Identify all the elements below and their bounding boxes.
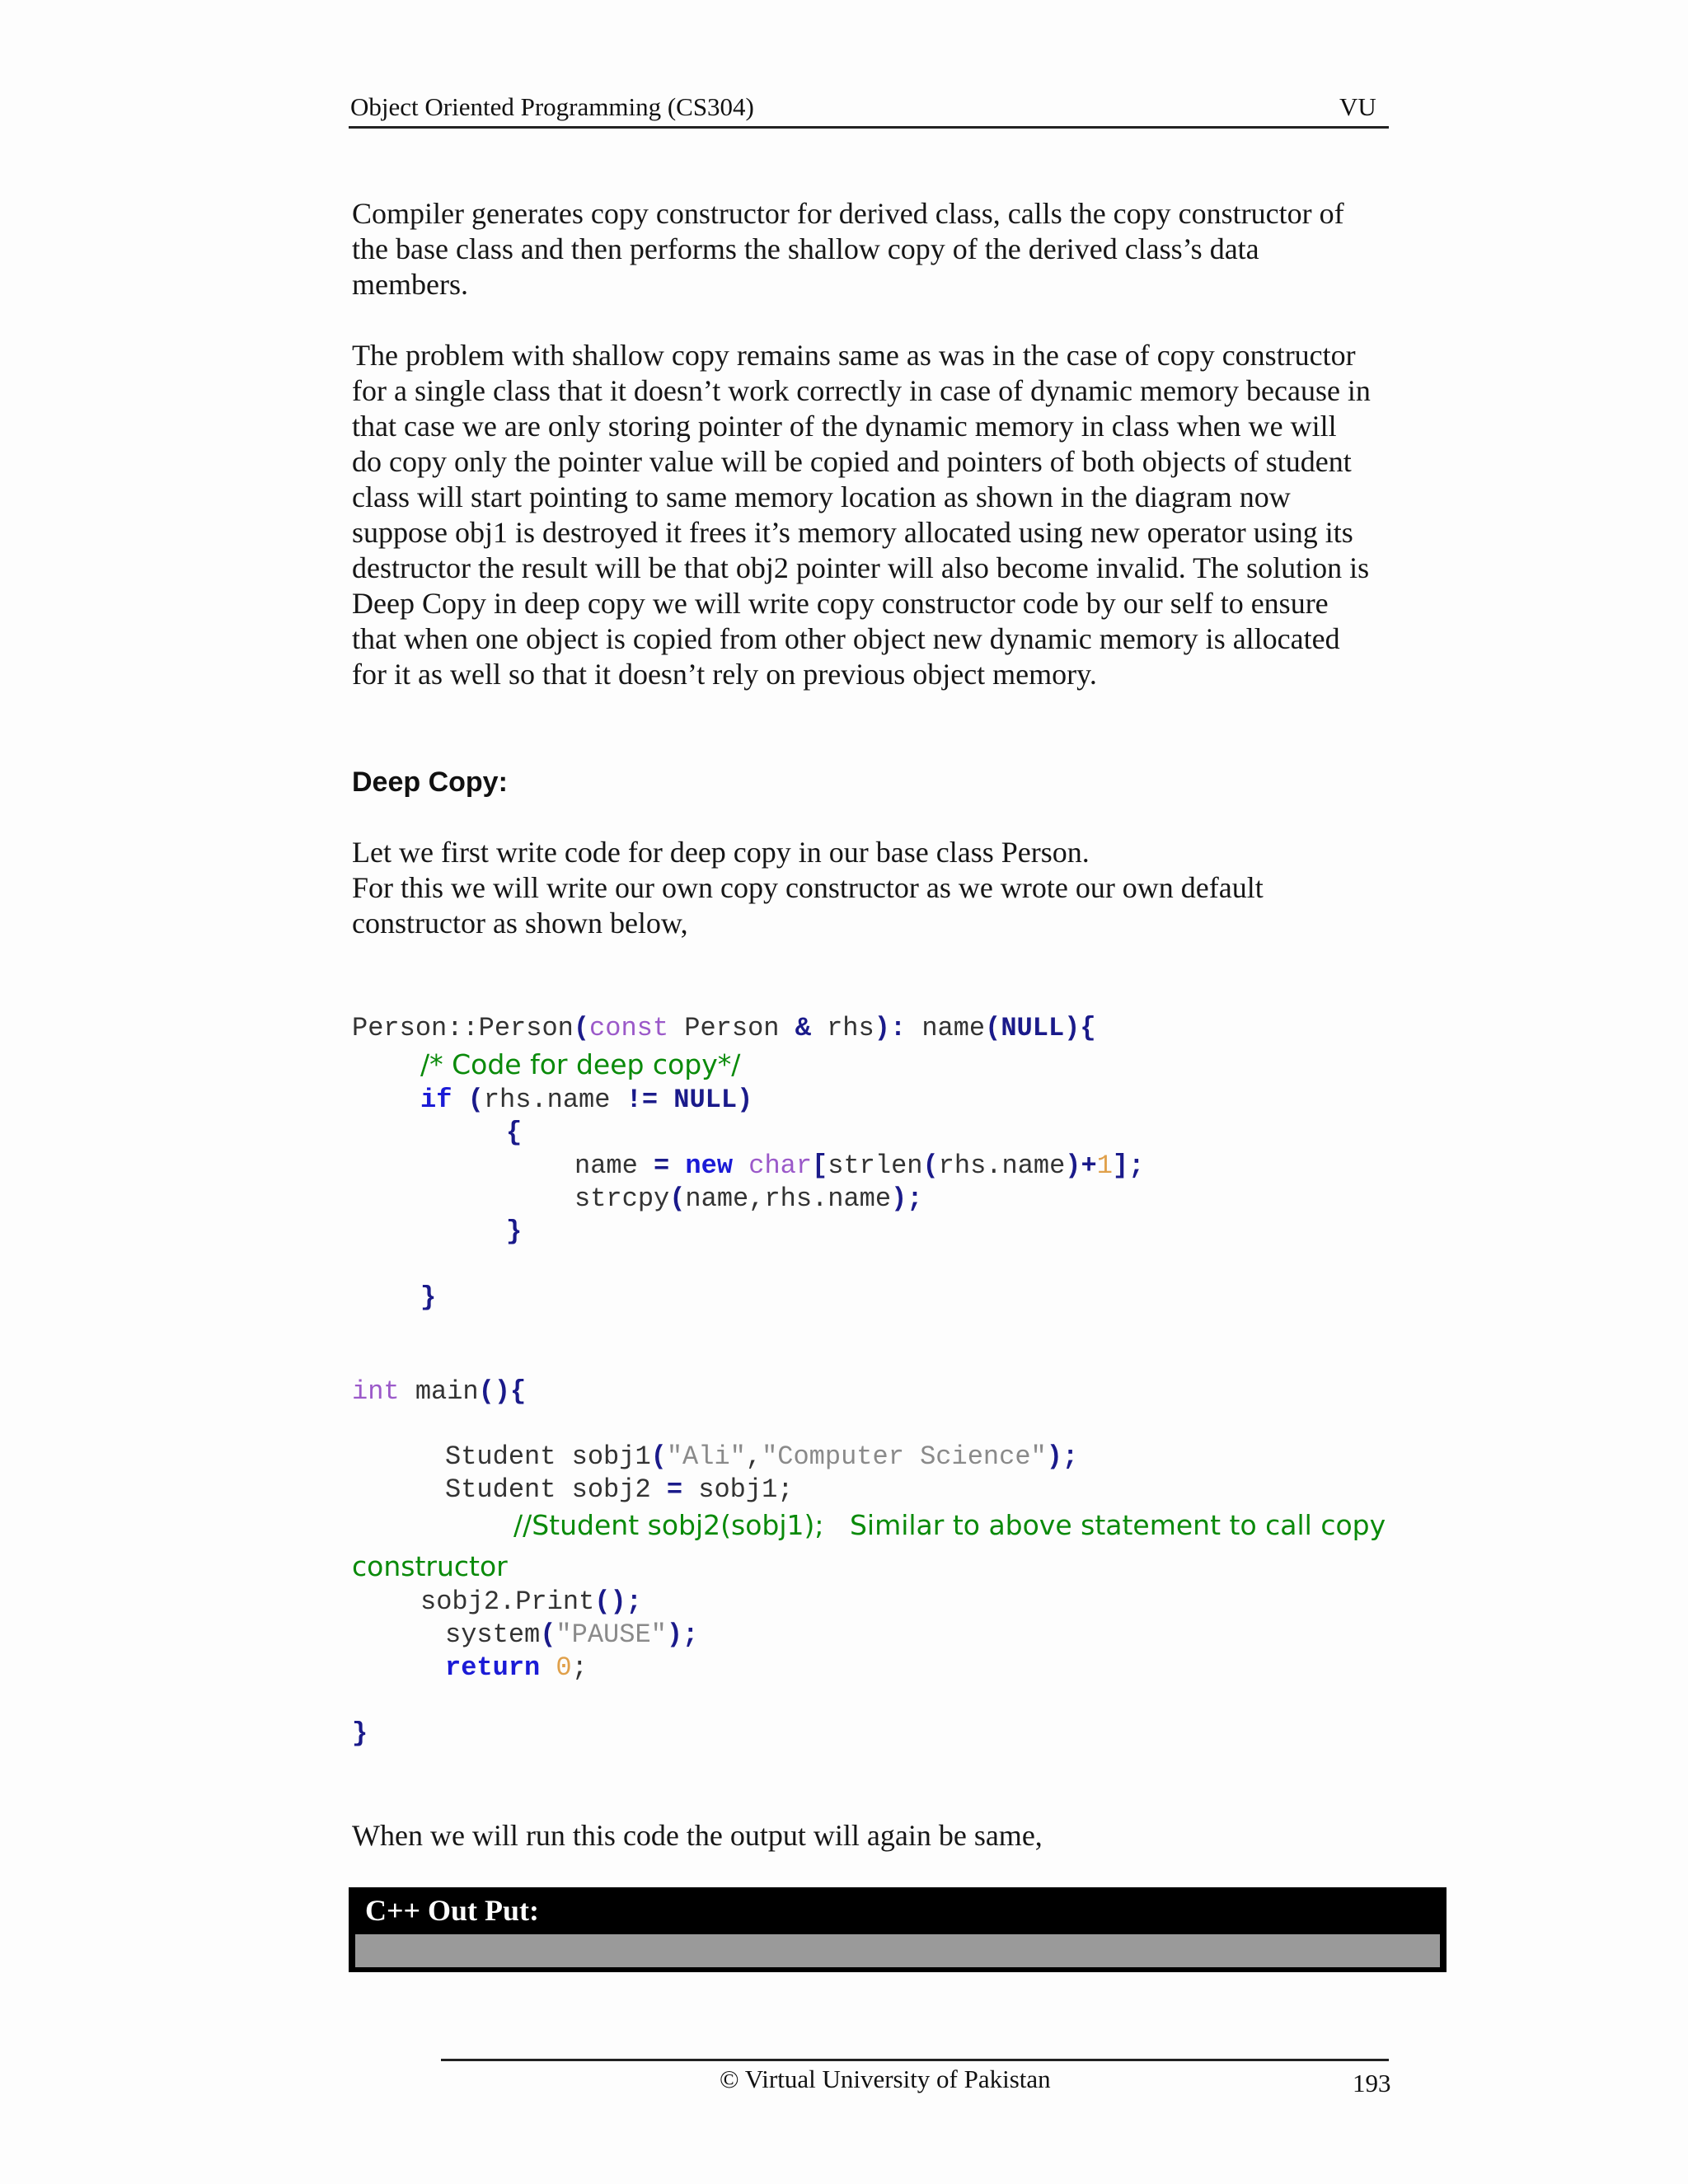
code-token: const <box>589 1013 669 1043</box>
code-token: ); <box>1046 1441 1079 1472</box>
text-line: For this we will write our own copy constructor as we wrote our own default <box>352 871 1264 904</box>
code-token: if <box>420 1085 452 1115</box>
text-line: Compiler generates copy constructor for derived class, calls the copy constructor of <box>352 197 1344 230</box>
text-line: for it as well so that it doesn’t rely on previous object memory. <box>352 658 1097 691</box>
code-line <box>506 1216 522 1247</box>
code-line <box>574 1151 1144 1181</box>
code-line <box>445 1652 588 1683</box>
output-box-title: C++ Out Put: <box>365 1894 540 1927</box>
code-comment: /* Code for deep copy*/ <box>420 1048 741 1080</box>
code-token <box>733 1151 748 1181</box>
paragraph-output-note <box>352 1818 1448 1854</box>
text-line: The problem with shallow copy remains same as was in the case of copy constructor <box>352 339 1356 372</box>
code-token: name <box>574 1151 654 1181</box>
code-line <box>574 1183 922 1214</box>
code-line <box>506 1118 522 1148</box>
code-token: 0 <box>556 1652 572 1683</box>
code-token: { <box>506 1118 523 1148</box>
code-token: rhs <box>810 1013 874 1043</box>
page-header-vu: VU <box>1339 92 1376 121</box>
code-token: system <box>445 1619 541 1650</box>
code-line <box>420 1085 753 1115</box>
footer-copyright: © Virtual University of Pakistan <box>720 2064 1051 2093</box>
code-token: Person::Person <box>352 1013 574 1043</box>
code-token: (){ <box>478 1376 527 1407</box>
code-token: return <box>445 1652 541 1683</box>
text-line: do copy only the pointer value will be copied and pointers of both objects of student <box>352 445 1352 478</box>
page-number: 193 <box>1353 2069 1391 2097</box>
code-token <box>452 1085 467 1115</box>
header-rule <box>349 126 1389 129</box>
code-token: Student sobj2 <box>445 1474 667 1505</box>
code-token: 1 <box>1096 1151 1113 1181</box>
code-token: = <box>666 1474 683 1505</box>
code-token: ( <box>922 1151 939 1181</box>
code-token: } <box>352 1718 368 1749</box>
code-token: ( <box>573 1013 590 1043</box>
code-line <box>352 1376 526 1407</box>
code-comment: //Student sobj2(sobj1); Similar to above statement to call copy <box>513 1509 1386 1541</box>
text-line: destructor the result will be that obj2 pointer will also become invalid. The solution is <box>352 551 1370 584</box>
code-token: ; <box>571 1652 588 1683</box>
code-line <box>445 1474 793 1505</box>
text-line: for a single class that it doesn’t work correctly in case of dynamic memory because in <box>352 374 1371 407</box>
paragraph-copy-constructor <box>352 196 1448 302</box>
text-line: Deep Copy in deep copy we will write copy constructor code by our self to ensure <box>352 587 1329 620</box>
text-line: suppose obj1 is destroyed it frees it’s memory allocated using new operator using its <box>352 516 1353 549</box>
code-token: int <box>352 1376 400 1407</box>
code-line <box>352 1013 1096 1043</box>
code-token: rhs.name <box>483 1085 626 1115</box>
code-token: ); <box>666 1619 699 1650</box>
footer-rule <box>441 2059 1389 2061</box>
code-token: } <box>420 1282 437 1313</box>
text-line: members. <box>352 268 468 301</box>
paragraph-deep-copy-intro <box>352 835 1448 941</box>
code-token: (NULL){ <box>985 1013 1096 1043</box>
text-line: Let we first write code for deep copy in our base class Person. <box>352 836 1090 869</box>
code-token: sobj1; <box>682 1474 794 1505</box>
code-token: } <box>506 1216 523 1247</box>
section-heading-deep-copy: Deep Copy: <box>352 766 508 798</box>
code-line <box>445 1619 698 1650</box>
code-token: ( <box>650 1441 667 1472</box>
code-token: ( <box>669 1183 686 1214</box>
paragraph-shallow-copy-problem <box>352 338 1448 692</box>
code-token: ( <box>540 1619 556 1650</box>
code-token: [ <box>812 1151 828 1181</box>
code-token <box>669 1151 685 1181</box>
code-token: != NULL) <box>626 1085 753 1115</box>
code-token: ); <box>891 1183 923 1214</box>
code-token: ]; <box>1112 1151 1145 1181</box>
code-token: (); <box>594 1586 642 1617</box>
code-token: name <box>906 1013 986 1043</box>
text-line: that case we are only storing pointer of the dynamic memory in class when we will <box>352 410 1337 443</box>
code-token: sobj2.Print <box>420 1586 595 1617</box>
text-line: the base class and then performs the shallow copy of the derived class’s data <box>352 232 1259 265</box>
code-token <box>540 1652 556 1683</box>
code-token: = <box>654 1151 670 1181</box>
code-token: Person <box>668 1013 795 1043</box>
code-token: char <box>748 1151 813 1181</box>
code-token: ): <box>874 1013 907 1043</box>
text-line: class will start pointing to same memory location as shown in the diagram now <box>352 480 1291 513</box>
code-token: , <box>745 1441 762 1472</box>
output-box-content <box>355 1934 1440 1967</box>
text-line: constructor as shown below, <box>352 907 688 940</box>
code-comment: constructor <box>352 1550 508 1582</box>
code-token: )+ <box>1065 1151 1097 1181</box>
code-token: "Computer Science" <box>762 1441 1047 1472</box>
code-token: strlen <box>828 1151 923 1181</box>
text-line: that when one object is copied from other object new dynamic memory is allocated <box>352 622 1340 655</box>
code-token: name,rhs.name <box>685 1183 892 1214</box>
code-token: Student sobj1 <box>445 1441 651 1472</box>
code-token: strcpy <box>574 1183 670 1214</box>
code-token: ( <box>467 1085 484 1115</box>
code-token: rhs.name <box>938 1151 1066 1181</box>
page-header-title: Object Oriented Programming (CS304) <box>350 92 754 121</box>
code-token: new <box>685 1151 734 1181</box>
code-token: "PAUSE" <box>556 1619 667 1650</box>
code-token: "Ali" <box>666 1441 746 1472</box>
code-line <box>445 1441 1078 1472</box>
code-line <box>420 1282 436 1313</box>
code-line <box>352 1718 368 1749</box>
code-token: & <box>795 1013 811 1043</box>
code-line <box>420 1586 642 1617</box>
code-token: main <box>399 1376 479 1407</box>
text-line: When we will run this code the output will again be same, <box>352 1819 1043 1852</box>
